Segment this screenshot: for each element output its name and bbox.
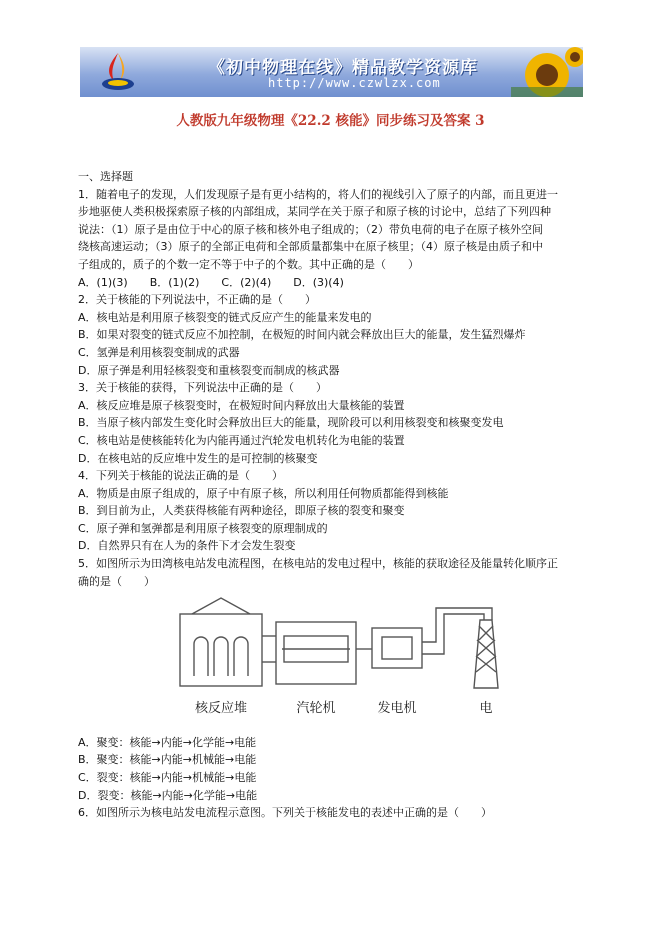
sunflower-icon <box>511 47 583 97</box>
power-plant-diagram <box>174 592 514 722</box>
text-line: B．如果对裂变的链式反应不加控制，在极短的时间内就会释放出巨大的能量，发生猛烈爆炸 <box>78 328 526 342</box>
text-line: A．核电站是利用原子核裂变的链式反应产生的能量来发电的 <box>78 310 372 324</box>
text-line: 确的是（ ） <box>78 574 155 588</box>
label-generator: 发电机 <box>377 701 417 717</box>
text-line: C．裂变：核能→内能→机械能→电能 <box>78 771 257 785</box>
text-line: C．氢弹是利用核裂变制成的武器 <box>78 345 240 359</box>
banner-title: 《初中物理在线》精品教学资源库 <box>208 58 478 78</box>
text-line: 说法：（1）原子是由位于中心的原子核和核外电子组成的；（2）带负电荷的电子在原子核外空间 <box>78 222 543 236</box>
text-line: 2．关于核能的下列说法中，不正确的是（ ） <box>78 293 316 307</box>
text-line: B．到目前为止，人类获得核能有两种途径，即原子核的裂变和聚变 <box>78 504 405 518</box>
text-line: 5．如图所示为田湾核电站发电流程图，在核电站的发电过程中，核能的获取途径及能量转化顺序正 <box>78 557 558 571</box>
text-line: 3．关于核能的获得，下列说法中正确的是（ ） <box>78 381 327 395</box>
banner-url: http://www.czwlzx.com <box>268 76 441 90</box>
logo-icon <box>98 51 138 93</box>
label-reactor: 核反应堆 <box>194 701 248 717</box>
text-line: A．聚变：核能→内能→化学能→电能 <box>78 735 257 749</box>
text-line: 6．如图所示为核电站发电流程示意图。下列关于核能发电的表述中正确的是（ ） <box>78 806 492 820</box>
text-line: D．原子弹是利用轻核裂变和重核裂变而制成的核武器 <box>78 363 340 377</box>
text-line: 子组成的，质子的个数一定不等于中子的个数。其中正确的是（ ） <box>78 257 419 271</box>
label-electricity: 电 <box>479 701 493 717</box>
text-line: A．物质是由原子组成的，原子中有原子核，所以利用任何物质都能得到核能 <box>78 486 449 500</box>
page-title: 人教版九年级物理《22.2 核能》同步练习及答案 3 <box>176 113 485 129</box>
text-line: 4．下列关于核能的说法正确的是（ ） <box>78 469 283 483</box>
text-line: B．当原子核内部发生变化时会释放出巨大的能量，现阶段可以利用核裂变和核聚变发电 <box>78 416 504 430</box>
text-line: 1．随着电子的发现，人们发现原子是有更小结构的，将人们的视线引入了原子的内部，而且更进一 <box>78 187 558 201</box>
label-turbine: 汽轮机 <box>296 701 336 717</box>
text-line: D．裂变：核能→内能→化学能→电能 <box>78 788 258 802</box>
text-line: C．核电站是使核能转化为内能再通过汽轮发电机转化为电能的装置 <box>78 433 405 447</box>
text-line: D．在核电站的反应堆中发生的是可控制的核聚变 <box>78 451 318 465</box>
text-line: B．聚变：核能→内能→机械能→电能 <box>78 753 257 767</box>
text-line: A．(1)(3) B．(1)(2) C．(2)(4) D．(3)(4) <box>78 275 344 289</box>
header-banner <box>80 47 583 97</box>
text-line: 绕核高速运动；（3）原子的全部正电荷和全部质量都集中在原子核里；（4）原子核是由质子和中 <box>78 240 543 254</box>
text-line: A．核反应堆是原子核裂变时，在极短时间内释放出大量核能的装置 <box>78 398 405 412</box>
text-line: 步地驱使人类积极探索原子核的内部组成，某同学在关于原子和原子核的讨论中，总结了下列四种 <box>78 205 551 219</box>
text-line: D．自然界只有在人为的条件下才会发生裂变 <box>78 539 296 553</box>
section-heading: 一、选择题 <box>78 170 133 183</box>
text-line: C．原子弹和氢弹都是利用原子核裂变的原理制成的 <box>78 521 328 535</box>
question-content <box>78 168 588 822</box>
